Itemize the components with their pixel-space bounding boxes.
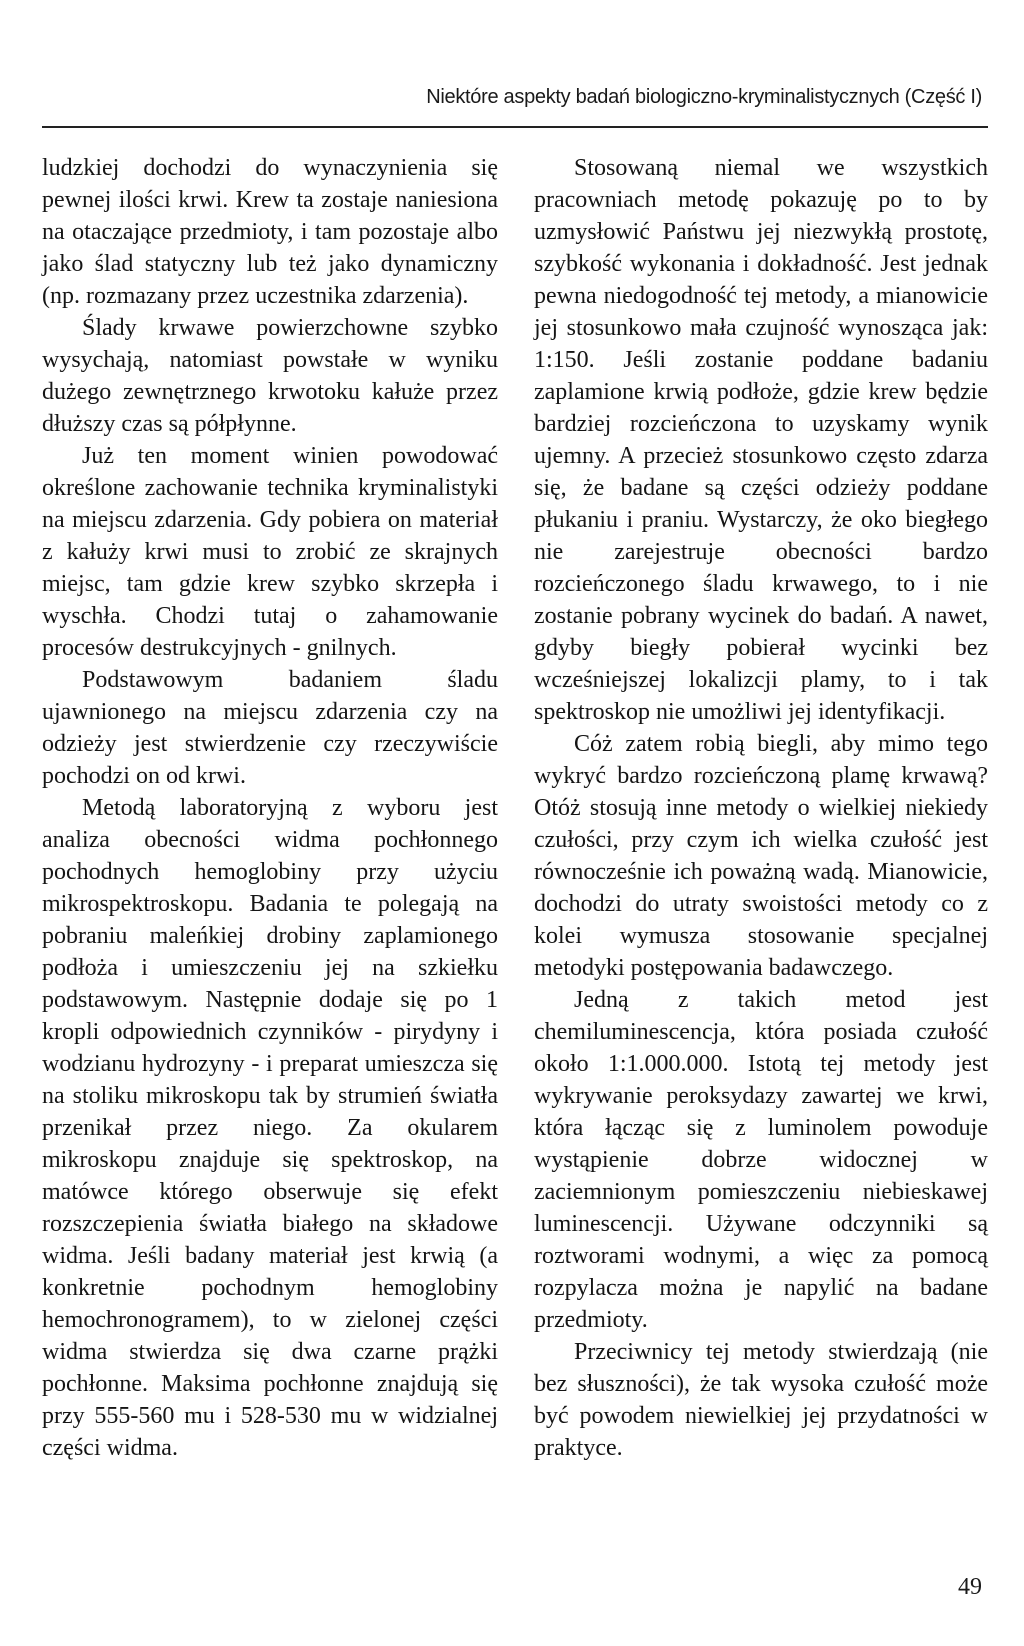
paragraph: Ślady krwawe powierzchowne szybko wysychają, natomiast powstałe w wyniku dużego zewnętrznego krwotoku kałuże przez dłuższy czas są półpłynne. bbox=[42, 315, 498, 437]
paragraph: Metodą laboratoryjną z wyboru jest analiza obecności widma pochłonnego pochodnych hemoglobiny przy użyciu mikrospektroskopu. Badania te polegają na pobraniu maleńkiej drobiny zaplamionego podłoża i umieszczeniu jej na szkiełku podstawowym. Następnie dodaje się po 1 kropli odpowiednich czynników - pirydyny i wodzianu hydrozyny - i preparat umieszcza się na stoliku mikroskopu tak by strumień światła przenikał przez niego. Za okularem mikroskopu znajduje się spektroskop, na matówce którego obserwuje się efekt rozszczepienia światła białego na składowe widma. Jeśli badany materiał jest krwią (a konkretnie pochodnym hemoglobiny hemochronogramem), to w zielonej części widma stwierdza się dwa czarne prążki pochłonne. Maksima pochłonne znajdują się przy 555-560 mu i 528-530 mu w widzialnej części widma. bbox=[42, 795, 498, 1461]
right-column bbox=[534, 152, 988, 1464]
paragraph: Cóż zatem robią biegli, aby mimo tego wykryć bardzo rozcieńczoną plamę krwawą? Otóż stosują inne metody o wielkiej niekiedy czułości, przy czym ich wielka czułość jest równocześnie ich poważną wadą. Mianowicie, dochodzi do utraty swoistości metody co z kolei wymusza stosowanie specjalnej metodyki postępowania badawczego. bbox=[534, 731, 988, 981]
paragraph: Już ten moment winien powodować określone zachowanie technika kryminalistyki na miejscu zdarzenia. Gdy pobiera on materiał z kałuży krwi musi to zrobić ze skrajnych miejsc, tam gdzie krew szybko skrzepła i wyschła. Chodzi tutaj o zahamowanie procesów destrukcyjnych - gnilnych. bbox=[42, 443, 498, 661]
paragraph: Jedną z takich metod jest chemiluminescencja, która posiada czułość około 1:1.000.000. Istotą tej metody jest wykrywanie peroksydazy zawartej we krwi, która łącząc się z luminolem powoduje wystąpienie dobrze widocznej w zaciemnionym pomieszczeniu niebieskawej luminescencji. Używane odczynniki są roztworami wodnymi, a więc za pomocą rozpylacza można je napylić na badane przedmioty. bbox=[534, 987, 988, 1333]
left-column bbox=[42, 152, 498, 1464]
paragraph: Przeciwnicy tej metody stwierdzają (nie bez słuszności), że tak wysoka czułość może być powodem niewielkiej jej przydatności w praktyce. bbox=[534, 1339, 988, 1461]
paragraph: Podstawowym badaniem śladu ujawnionego na miejscu zdarzenia czy na odzieży jest stwierdzenie czy rzeczywiście pochodzi on od krwi. bbox=[42, 667, 498, 789]
header-rule bbox=[42, 126, 988, 128]
page-number: 49 bbox=[958, 1574, 982, 1600]
paragraph: Stosowaną niemal we wszystkich pracowniach metodę pokazuję po to by uzmysłowić Państwu jej niezwykłą prostotę, szybkość wykonania i dokładność. Jest jednak pewna niedogodność tej metody, a mianowicie jej stosunkowo mała czujność wynosząca jak: 1:150. Jeśli zostanie poddane badaniu zaplamione krwią podłoże, gdzie krew będzie bardziej rozcieńczona to uzyskamy wynik ujemny. A przecież stosunkowo często zdarza się, że badane są części odzieży poddane płukaniu i praniu. Wystarczy, że oko biegłego nie zarejestruje obecności bardzo rozcieńczonego śladu krwawego, to i nie zostanie pobrany wycinek do badań. A nawet, gdyby biegły pobierał wycinki bez wcześniejszej lokalizcji plamy, to i tak spektroskop nie umożliwi jej identyfikacji. bbox=[534, 155, 988, 725]
paragraph: ludzkiej dochodzi do wynaczynienia się pewnej ilości krwi. Krew ta zostaje naniesiona na otaczające przedmioty, i tam pozostaje albo jako ślad statyczny lub też jako dynamiczny (np. rozmazany przez uczestnika zdarzenia). bbox=[42, 155, 498, 309]
running-head: Niektóre aspekty badań biologiczno-kryminalistycznych (Część I) bbox=[426, 86, 982, 108]
